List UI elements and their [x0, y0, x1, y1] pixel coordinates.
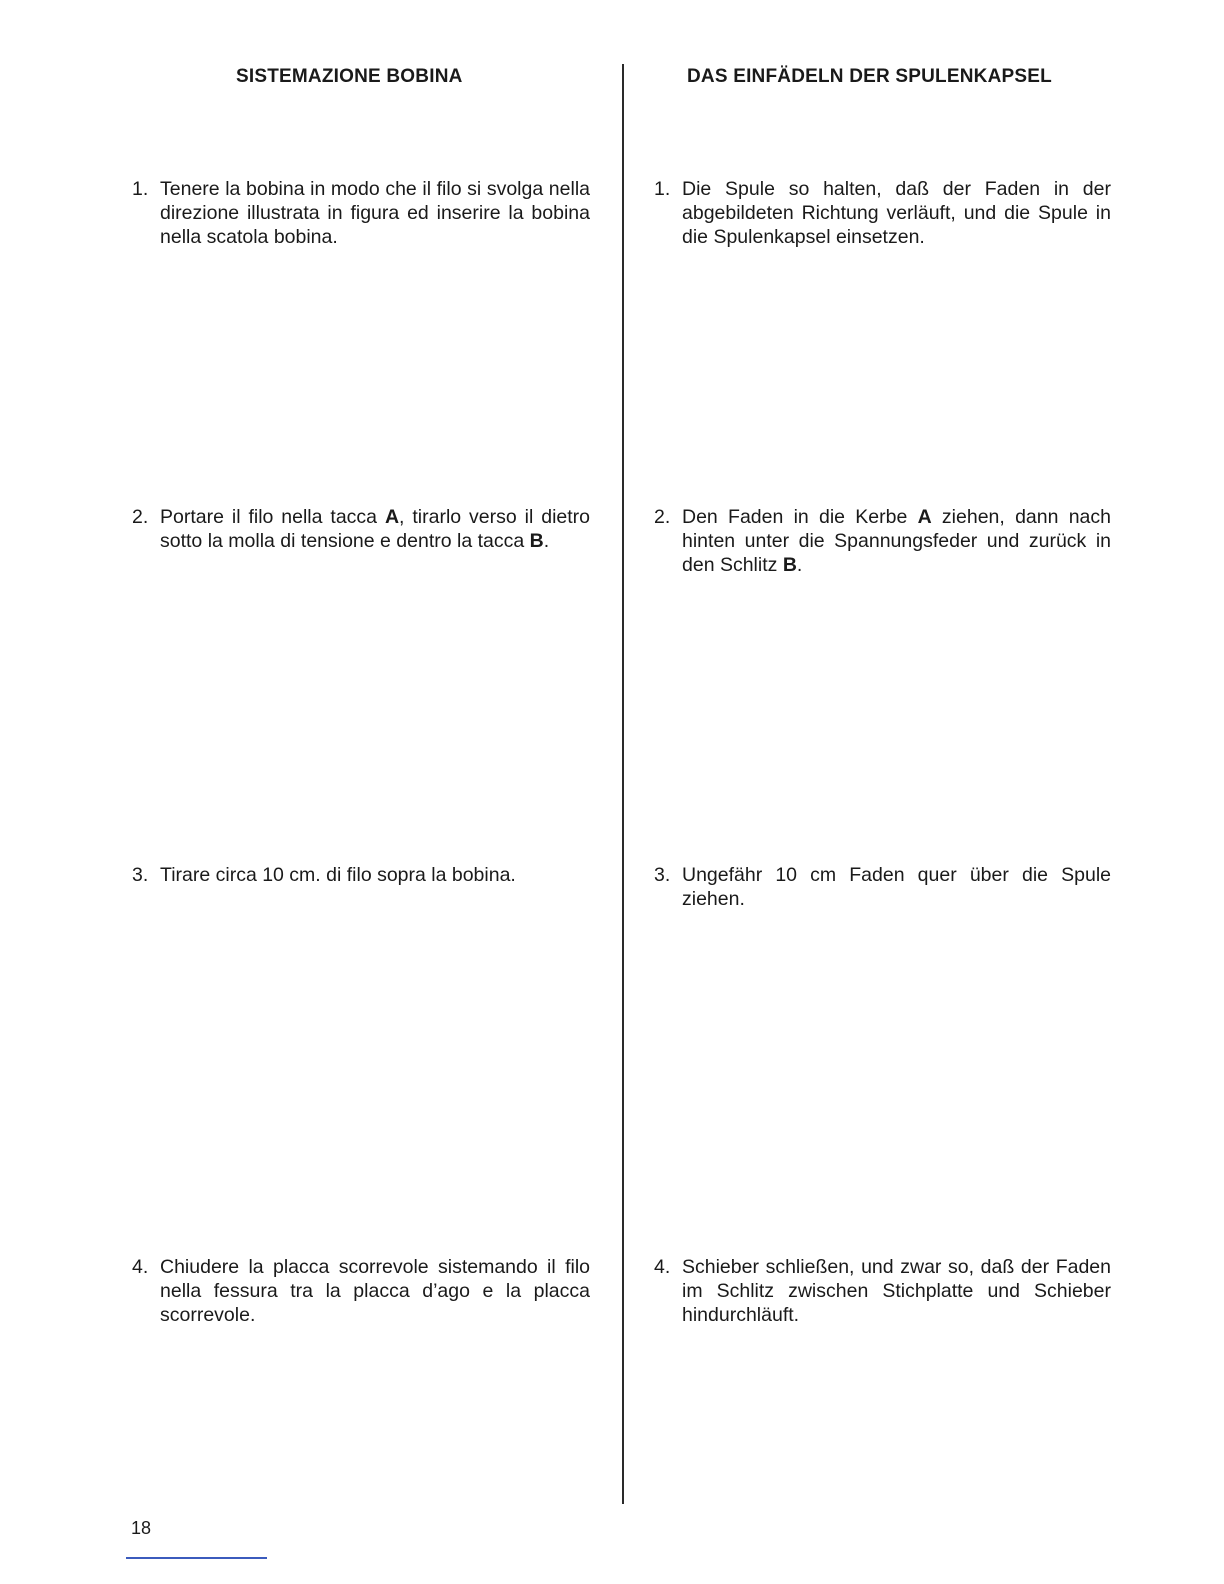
step-text: Tenere la bobina in modo che il filo si svolga nella direzione illustrata in figura ed inserire la bobina nella scatola bobina. [160, 178, 590, 248]
italian-step-4 [132, 1255, 590, 1327]
step-text: Ungefähr 10 cm Faden quer über die Spule ziehen. [682, 864, 1111, 910]
step-number: 3. [654, 864, 671, 886]
italian-step-1 [132, 177, 590, 249]
notch-a-label: A [384, 506, 400, 528]
step-number: 2. [654, 506, 671, 528]
step-number: 4. [132, 1256, 149, 1278]
step-text: Den Faden in die Kerbe A ziehen, dann nach hinten unter die Spannungsfeder und zurück in den Schlitz B. [682, 506, 1111, 576]
german-step-3 [654, 863, 1111, 911]
notch-b-label: B [782, 554, 797, 576]
step-text: Chiudere la placca scorrevole sistemando il filo nella fessura tra la placca d’ago e la placca scorrevole. [160, 1256, 590, 1326]
german-step-1 [654, 177, 1111, 249]
column-divider [622, 64, 624, 1504]
footer-rule [126, 1557, 267, 1559]
german-step-4 [654, 1255, 1111, 1327]
german-step-2 [654, 505, 1111, 577]
step-text: Tirare circa 10 cm. di filo sopra la bobina. [160, 864, 516, 886]
notch-b-label: B [529, 530, 544, 552]
step-number: 1. [654, 178, 671, 200]
step-number: 3. [132, 864, 149, 886]
italian-step-3 [132, 863, 590, 887]
step-number: 4. [654, 1256, 671, 1278]
step-number: 1. [132, 178, 149, 200]
italian-heading: SISTEMAZIONE BOBINA [236, 66, 463, 87]
page-number: 18 [131, 1518, 152, 1538]
step-text: Die Spule so halten, daß der Faden in der abgebildeten Richtung verläuft, und die Spule in die Spulenkapsel einsetzen. [682, 178, 1111, 248]
step-text: Schieber schließen, und zwar so, daß der Faden im Schlitz zwischen Stichplatte und Schieber hindurchläuft. [682, 1256, 1111, 1326]
italian-step-2 [132, 505, 590, 553]
notch-a-label: A [917, 506, 932, 528]
step-number: 2. [132, 506, 149, 528]
german-heading: DAS EINFÄDELN DER SPULENKAPSEL [687, 66, 1052, 87]
step-text: Portare il filo nella tacca A, tirarlo verso il dietro sotto la molla di tensione e dentro la tacca B. [160, 506, 590, 552]
